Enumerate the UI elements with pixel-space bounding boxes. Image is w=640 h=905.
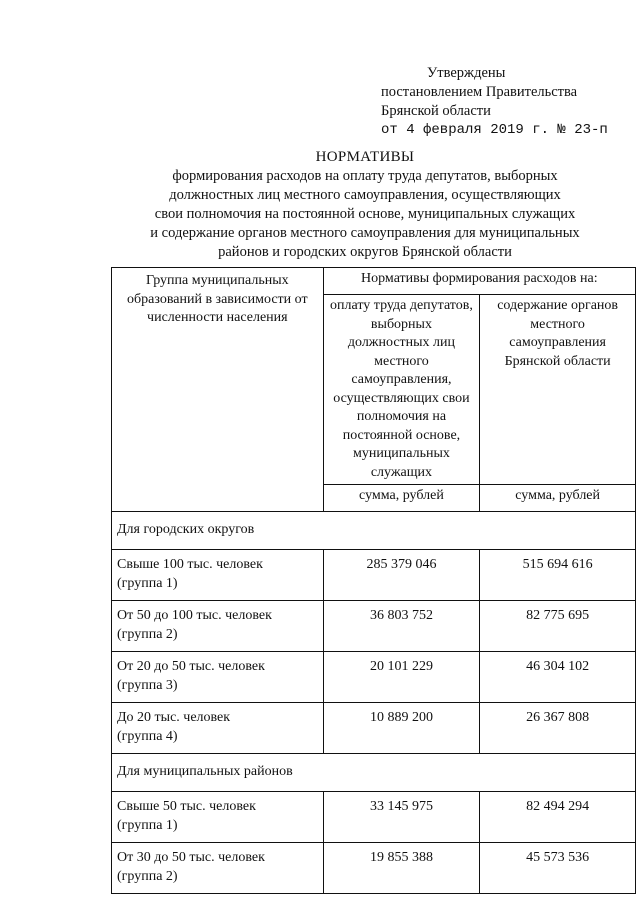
table-row — [112, 652, 636, 703]
approval-line-4: от 4 февраля 2019 г. № 23-п — [381, 122, 608, 138]
section-title: Для городских округов — [112, 512, 636, 550]
salary-value: 33 145 975 — [323, 792, 480, 843]
heading-line-5: районов и городских округов Брянской области — [218, 244, 512, 260]
maintenance-value: 82 494 294 — [480, 792, 636, 843]
salary-value: 285 379 046 — [323, 550, 480, 601]
heading-line-4: и содержание органов местного самоуправления для муниципальных — [150, 225, 580, 241]
salary-value: 19 855 388 — [323, 843, 480, 894]
group-cell: От 50 до 100 тыс. человек (группа 2) — [112, 601, 324, 652]
salary-column-header: оплату труда депутатов, выборных должностных лиц местного самоуправления, осуществляющих свои полномочия на постоянной основе, муниципальных служащих — [323, 295, 480, 485]
group-column-header: Группа муниципальных образований в зависимости от численности населения — [112, 268, 324, 512]
approval-block — [381, 64, 631, 140]
maintenance-value: 46 304 102 — [480, 652, 636, 703]
heading-line-2: должностных лиц местного самоуправления, осуществляющих — [169, 187, 561, 203]
maintenance-column-header: содержание органов местного самоуправления Брянской области — [480, 295, 636, 485]
table-header-row — [112, 268, 636, 295]
maintenance-value: 45 573 536 — [480, 843, 636, 894]
table-row — [112, 792, 636, 843]
document-heading — [100, 148, 630, 262]
section-row-districts — [112, 754, 636, 792]
heading-line-3: свои полномочия на постоянной основе, муниципальных служащих — [154, 206, 576, 222]
norms-column-header: Нормативы формирования расходов на: — [323, 268, 635, 295]
table-row — [112, 601, 636, 652]
group-cell: Свыше 100 тыс. человек (группа 1) — [112, 550, 324, 601]
table-row — [112, 550, 636, 601]
maintenance-value: 82 775 695 — [480, 601, 636, 652]
salary-unit-label: сумма, рублей — [323, 485, 480, 512]
approval-line-1: Утверждены — [427, 65, 506, 81]
salary-value: 20 101 229 — [323, 652, 480, 703]
salary-value: 10 889 200 — [323, 703, 480, 754]
maintenance-value: 515 694 616 — [480, 550, 636, 601]
table-row — [112, 843, 636, 894]
approval-line-3: Брянской области — [381, 103, 491, 119]
group-cell: Свыше 50 тыс. человек (группа 1) — [112, 792, 324, 843]
section-title: Для муниципальных районов — [112, 754, 636, 792]
maintenance-value: 26 367 808 — [480, 703, 636, 754]
salary-value: 36 803 752 — [323, 601, 480, 652]
table-row — [112, 703, 636, 754]
group-cell: От 20 до 50 тыс. человек (группа 3) — [112, 652, 324, 703]
document-title: НОРМАТИВЫ — [315, 149, 415, 165]
heading-line-1: формирования расходов на оплату труда депутатов, выборных — [172, 168, 558, 184]
approval-line-2: постановлением Правительства — [381, 84, 578, 100]
group-cell: До 20 тыс. человек (группа 4) — [112, 703, 324, 754]
section-row-urban — [112, 512, 636, 550]
group-cell: От 30 до 50 тыс. человек (группа 2) — [112, 843, 324, 894]
norms-table — [111, 267, 636, 894]
maintenance-unit-label: сумма, рублей — [480, 485, 636, 512]
